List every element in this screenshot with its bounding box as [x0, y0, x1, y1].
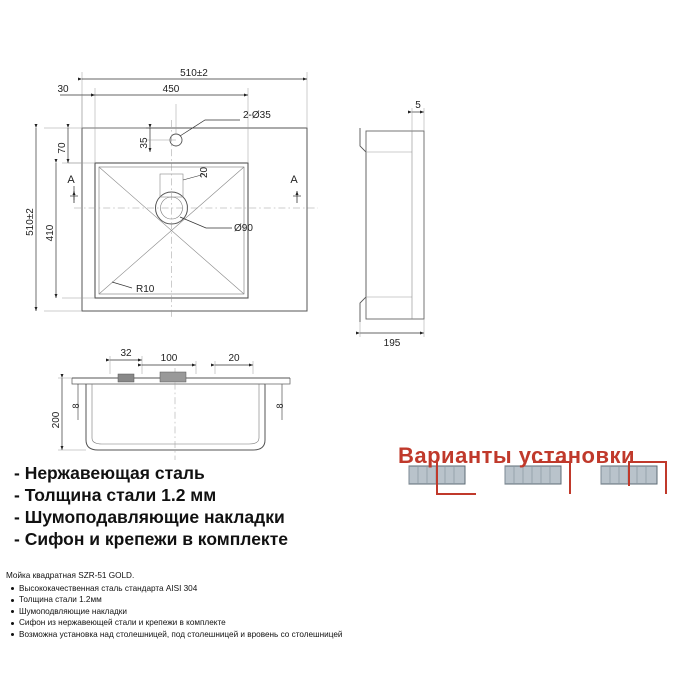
section-mark-a-left: A: [67, 174, 75, 186]
dim-inner-width: 450: [162, 84, 180, 95]
dim-section-c: 20: [228, 353, 240, 364]
dim-section-height: 200: [51, 411, 62, 429]
spec-item: Возможна установка над столешницей, под столешницей и вровень со столешницей: [19, 629, 486, 641]
spec-item: Шумоподвляющие накладки: [19, 606, 486, 618]
section-mark-a-right: A: [290, 174, 298, 186]
feature-item: - Нержавеющая сталь: [14, 463, 205, 483]
dim-left-margin: 30: [57, 84, 69, 95]
dim-thk-right: 8: [275, 403, 285, 409]
dim-top-offset: 70: [57, 142, 68, 154]
spec-list: [6, 583, 486, 641]
dim-section-a: 32: [120, 348, 132, 359]
dim-depth: 195: [383, 338, 401, 349]
product-spec: [6, 570, 486, 641]
feature-item: - Шумоподавляющие накладки: [14, 507, 285, 527]
dim-section-b: 100: [160, 353, 178, 364]
dim-drain-square: 20: [199, 166, 210, 178]
feature-item: - Сифон и крепежи в комплекте: [14, 529, 288, 549]
spec-item: Сифон из нержавеющей стали и крепежи в комплекте: [19, 617, 486, 629]
dim-overall-height: 510±2: [25, 208, 36, 236]
feature-item: - Толщина стали 1.2 мм: [14, 485, 217, 505]
spec-item: Высококачественная сталь стандарта AISI 304: [19, 583, 486, 595]
dim-drain-dia: Ø90: [234, 223, 253, 234]
dim-hole-offset: 35: [139, 137, 150, 149]
dim-overall-width: 510±2: [180, 68, 208, 79]
spec-item: Толщина стали 1.2мм: [19, 594, 486, 606]
features-list: [14, 462, 354, 550]
dim-thk-left: 8: [71, 403, 81, 409]
dim-inner-height: 410: [45, 224, 56, 242]
spec-title: Мойка квадратная SZR-51 GOLD.: [6, 571, 135, 580]
dim-radius: R10: [136, 284, 155, 295]
dim-hole-label: 2-Ø35: [243, 110, 271, 121]
dim-flange: 5: [415, 100, 421, 111]
install-variants-title: Варианты установки: [398, 443, 636, 468]
